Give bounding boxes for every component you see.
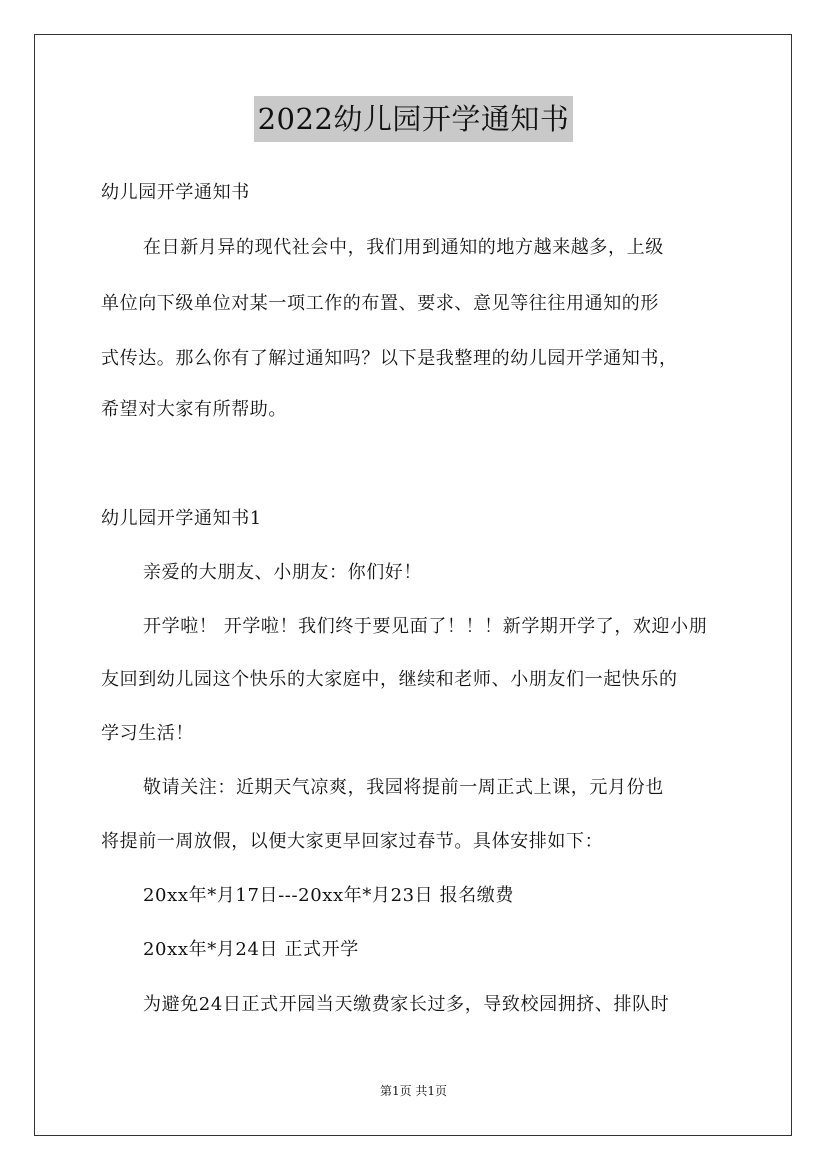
- paragraph-line: 将提前一周放假，以便大家更早回家过春节。具体安排如下：: [101, 831, 604, 852]
- greeting-line: 亲爱的大朋友、小朋友：你们好！: [143, 562, 422, 583]
- paragraph-line: 学习生活！: [101, 723, 194, 744]
- page-footer: 第1页 共1页: [379, 1084, 448, 1098]
- paragraph-line: 在日新月异的现代社会中，我们用到通知的地方越来越多，上级: [143, 237, 664, 258]
- schedule-line: 20xx年*月24日 正式开学: [143, 939, 359, 960]
- paragraph-line: 为避免24日正式开园当天缴费家长过多，导致校园拥挤、排队时: [143, 994, 670, 1015]
- paragraph-line: 开学啦！ 开学啦！我们终于要见面了！！！新学期开学了，欢迎小朋: [143, 616, 708, 637]
- schedule-line: 20xx年*月17日---20xx年*月23日 报名缴费: [143, 885, 514, 906]
- title-container: [0, 96, 827, 142]
- section-heading: 幼儿园开学通知书1: [101, 508, 262, 529]
- paragraph-line: 希望对大家有所帮助。: [101, 399, 287, 420]
- paragraph-line: 敬请关注：近期天气凉爽，我园将提前一周正式上课，元月份也: [143, 777, 664, 798]
- paragraph-line: 单位向下级单位对某一项工作的布置、要求、意见等往往用通知的形: [101, 293, 659, 314]
- document-title: 2022幼儿园开学通知书: [254, 96, 574, 142]
- paragraph-line: 友回到幼儿园这个快乐的大家庭中，继续和老师、小朋友们一起快乐的: [101, 669, 678, 690]
- subtitle-line: 幼儿园开学通知书: [101, 182, 250, 203]
- paragraph-line: 式传达。那么你有了解过通知吗？以下是我整理的幼儿园开学通知书，: [101, 348, 678, 369]
